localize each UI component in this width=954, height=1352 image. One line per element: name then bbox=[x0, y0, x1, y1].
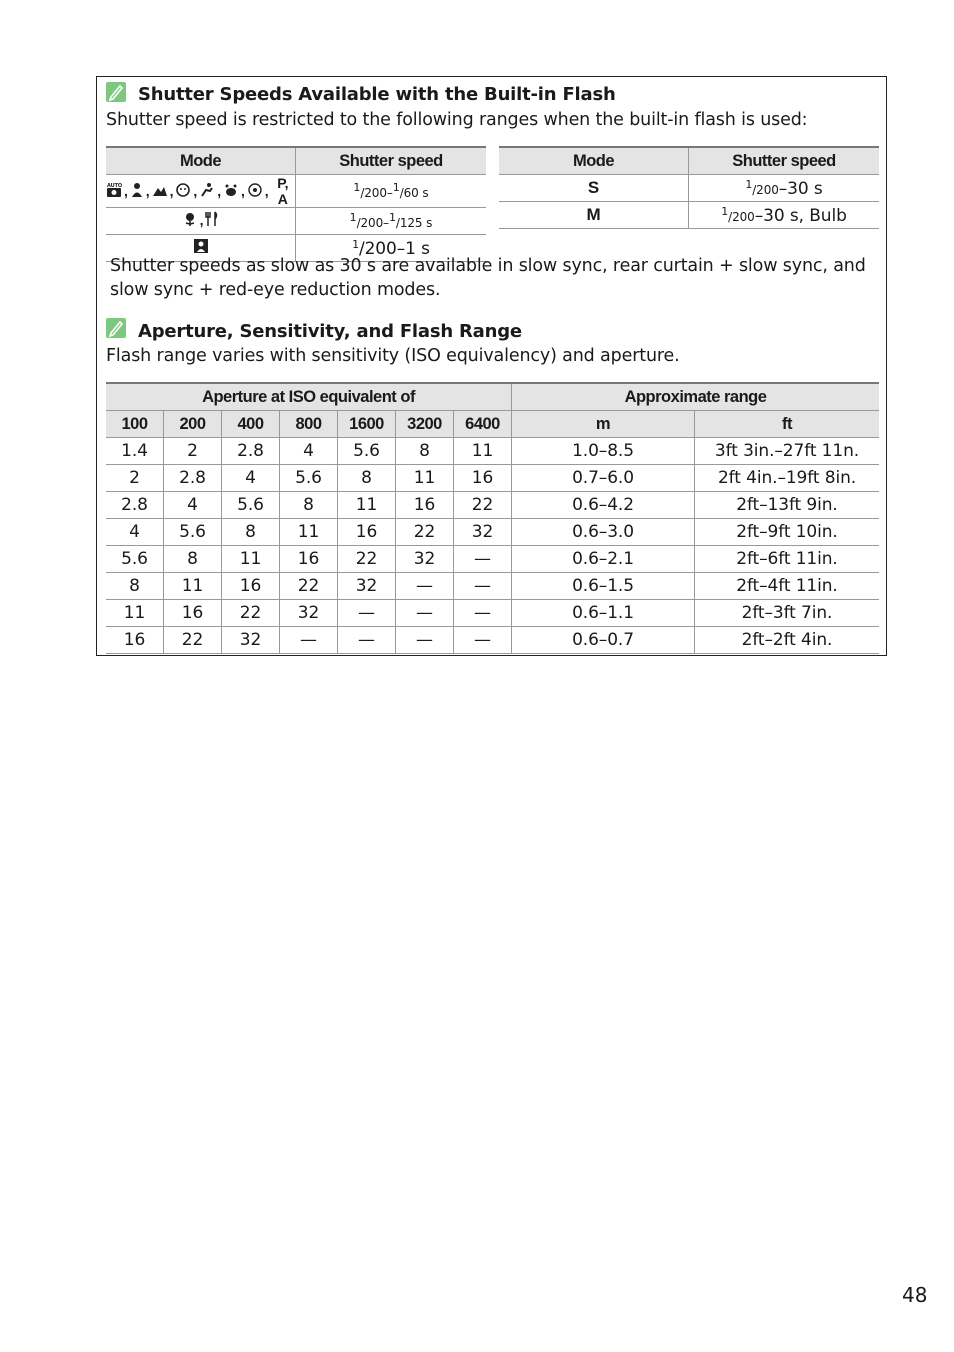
aperture-cell: 4 bbox=[164, 492, 222, 519]
aperture-cell: 16 bbox=[338, 519, 396, 546]
aperture-cell: 16 bbox=[106, 627, 164, 654]
aperture-cell: 8 bbox=[338, 465, 396, 492]
aperture-cell: 4 bbox=[222, 465, 280, 492]
iso-header: 100 bbox=[106, 411, 164, 438]
aperture-cell: 22 bbox=[222, 600, 280, 627]
sports-icon bbox=[199, 182, 215, 201]
aperture-cell: 5.6 bbox=[164, 519, 222, 546]
range-feet-cell: 2ft 4in.–19ft 8in. bbox=[695, 465, 880, 492]
aperture-cell: 22 bbox=[454, 492, 512, 519]
range-feet-cell: 2ft–13ft 9in. bbox=[695, 492, 880, 519]
range-feet-cell: 2ft–2ft 4in. bbox=[695, 627, 880, 654]
aperture-group-header: Aperture at ISO equivalent of bbox=[106, 383, 512, 411]
aperture-cell: 11 bbox=[454, 438, 512, 465]
aperture-cell: 4 bbox=[106, 519, 164, 546]
section-intro-shutter: Shutter speed is restricted to the following ranges when the built-in flash is used: bbox=[106, 110, 808, 130]
table-row bbox=[106, 627, 879, 654]
slow-sync-note: Shutter speeds as slow as 30 s are available in slow sync, rear curtain + slow sync, and slow sync + red-eye reduction modes. bbox=[110, 256, 866, 300]
table-row bbox=[106, 438, 879, 465]
aperture-cell: — bbox=[338, 627, 396, 654]
aperture-cell: 11 bbox=[338, 492, 396, 519]
aperture-cell: 2.8 bbox=[222, 438, 280, 465]
section-intro-aperture: Flash range varies with sensitivity (ISO equivalency) and aperture. bbox=[106, 346, 680, 366]
iso-header: 400 bbox=[222, 411, 280, 438]
range-feet-cell: 3ft 3in.–27ft 11n. bbox=[695, 438, 880, 465]
aperture-cell: 32 bbox=[396, 546, 454, 573]
aperture-cell: 16 bbox=[396, 492, 454, 519]
range-feet-cell: 2ft–6ft 11in. bbox=[695, 546, 880, 573]
aperture-cell: 8 bbox=[164, 546, 222, 573]
shutter-speed-header: Shutter speed bbox=[689, 147, 880, 175]
iso-header: 6400 bbox=[454, 411, 512, 438]
child-icon bbox=[175, 182, 191, 201]
aperture-cell: 8 bbox=[280, 492, 338, 519]
table-row bbox=[106, 573, 879, 600]
aperture-cell: 2 bbox=[164, 438, 222, 465]
table-row bbox=[106, 492, 879, 519]
aperture-cell: 5.6 bbox=[222, 492, 280, 519]
aperture-cell: 22 bbox=[338, 546, 396, 573]
mode-icons-cell: , bbox=[106, 208, 296, 235]
aperture-cell: 32 bbox=[454, 519, 512, 546]
flash-range-table bbox=[106, 382, 879, 654]
table-row bbox=[106, 519, 879, 546]
aperture-cell: — bbox=[396, 573, 454, 600]
table-row bbox=[106, 600, 879, 627]
aperture-cell: 32 bbox=[280, 600, 338, 627]
feet-header: ft bbox=[695, 411, 880, 438]
shutter-speed-cell: $^1$/200–30 s, Bulb bbox=[689, 202, 880, 229]
shutter-table-right bbox=[499, 146, 879, 229]
aperture-cell: 8 bbox=[396, 438, 454, 465]
closeup-icon bbox=[247, 182, 263, 201]
shutter-speed-cell: $^1$/200–30 s bbox=[689, 175, 880, 202]
aperture-cell: 16 bbox=[164, 600, 222, 627]
table-row bbox=[499, 202, 879, 229]
mode-cell: S bbox=[499, 175, 689, 202]
auto-icon bbox=[106, 182, 122, 201]
aperture-cell: 11 bbox=[396, 465, 454, 492]
pencil-note-icon bbox=[106, 82, 126, 102]
mode-header: Mode bbox=[499, 147, 689, 175]
aperture-cell: 16 bbox=[280, 546, 338, 573]
aperture-cell: — bbox=[454, 600, 512, 627]
svg-text:AUTO: AUTO bbox=[107, 182, 122, 189]
aperture-cell: 11 bbox=[222, 546, 280, 573]
range-meters-cell: 1.0–8.5 bbox=[512, 438, 695, 465]
shutter-speed-cell: $^1$/200–1 s bbox=[296, 235, 487, 262]
aperture-cell: 16 bbox=[454, 465, 512, 492]
aperture-cell: 22 bbox=[396, 519, 454, 546]
mode-icons-cell: AUTO , , , , , , , P, A bbox=[106, 175, 296, 208]
range-feet-cell: 2ft–4ft 11in. bbox=[695, 573, 880, 600]
table-row bbox=[106, 175, 486, 208]
table-row bbox=[106, 208, 486, 235]
range-meters-cell: 0.7–6.0 bbox=[512, 465, 695, 492]
landscape-icon bbox=[152, 182, 168, 201]
aperture-cell: 11 bbox=[106, 600, 164, 627]
aperture-cell: 5.6 bbox=[338, 438, 396, 465]
aperture-cell: 22 bbox=[280, 573, 338, 600]
aperture-cell: — bbox=[396, 600, 454, 627]
aperture-cell: 22 bbox=[164, 627, 222, 654]
aperture-cell: 16 bbox=[222, 573, 280, 600]
range-feet-cell: 2ft–9ft 10in. bbox=[695, 519, 880, 546]
mode-header: Mode bbox=[106, 147, 296, 175]
shutter-table-left bbox=[106, 146, 486, 262]
range-meters-cell: 0.6–3.0 bbox=[512, 519, 695, 546]
aperture-cell: 32 bbox=[222, 627, 280, 654]
iso-header: 1600 bbox=[338, 411, 396, 438]
range-meters-cell: 0.6–1.5 bbox=[512, 573, 695, 600]
pencil-note-icon bbox=[106, 318, 126, 338]
section-title-aperture: Aperture, Sensitivity, and Flash Range bbox=[138, 321, 522, 342]
table-row bbox=[499, 175, 879, 202]
aperture-cell: — bbox=[338, 600, 396, 627]
aperture-cell: 32 bbox=[338, 573, 396, 600]
iso-header: 3200 bbox=[396, 411, 454, 438]
shutter-speed-header: Shutter speed bbox=[296, 147, 487, 175]
table-row bbox=[106, 465, 879, 492]
aperture-cell: 2.8 bbox=[164, 465, 222, 492]
table-row bbox=[106, 546, 879, 573]
aperture-cell: — bbox=[454, 627, 512, 654]
range-meters-cell: 0.6–0.7 bbox=[512, 627, 695, 654]
portrait-icon bbox=[130, 182, 144, 201]
range-meters-cell: 0.6–4.2 bbox=[512, 492, 695, 519]
iso-header: 200 bbox=[164, 411, 222, 438]
flower-icon bbox=[182, 211, 198, 230]
aperture-cell: — bbox=[396, 627, 454, 654]
aperture-cell: 8 bbox=[222, 519, 280, 546]
meters-header: m bbox=[512, 411, 695, 438]
food-icon bbox=[205, 211, 219, 230]
aperture-cell: — bbox=[454, 546, 512, 573]
aperture-cell: 11 bbox=[164, 573, 222, 600]
range-group-header: Approximate range bbox=[512, 383, 880, 411]
mode-cell: M bbox=[499, 202, 689, 229]
page-number: 48 bbox=[902, 1283, 928, 1307]
range-feet-cell: 2ft–3ft 7in. bbox=[695, 600, 880, 627]
aperture-cell: 11 bbox=[280, 519, 338, 546]
aperture-cell: 2.8 bbox=[106, 492, 164, 519]
range-meters-cell: 0.6–2.1 bbox=[512, 546, 695, 573]
aperture-cell: 5.6 bbox=[280, 465, 338, 492]
aperture-cell: — bbox=[454, 573, 512, 600]
aperture-cell: 8 bbox=[106, 573, 164, 600]
shutter-speed-cell: $^1$/200–$^1$/60 s bbox=[296, 175, 487, 208]
aperture-cell: 5.6 bbox=[106, 546, 164, 573]
range-meters-cell: 0.6–1.1 bbox=[512, 600, 695, 627]
aperture-cell: 2 bbox=[106, 465, 164, 492]
shutter-speed-cell: $^1$/200–$^1$/125 s bbox=[296, 208, 487, 235]
aperture-cell: — bbox=[280, 627, 338, 654]
aperture-cell: 1.4 bbox=[106, 438, 164, 465]
aperture-cell: 4 bbox=[280, 438, 338, 465]
iso-header: 800 bbox=[280, 411, 338, 438]
section-title-shutter: Shutter Speeds Available with the Built-in Flash bbox=[138, 84, 616, 105]
pet-icon bbox=[223, 182, 239, 201]
